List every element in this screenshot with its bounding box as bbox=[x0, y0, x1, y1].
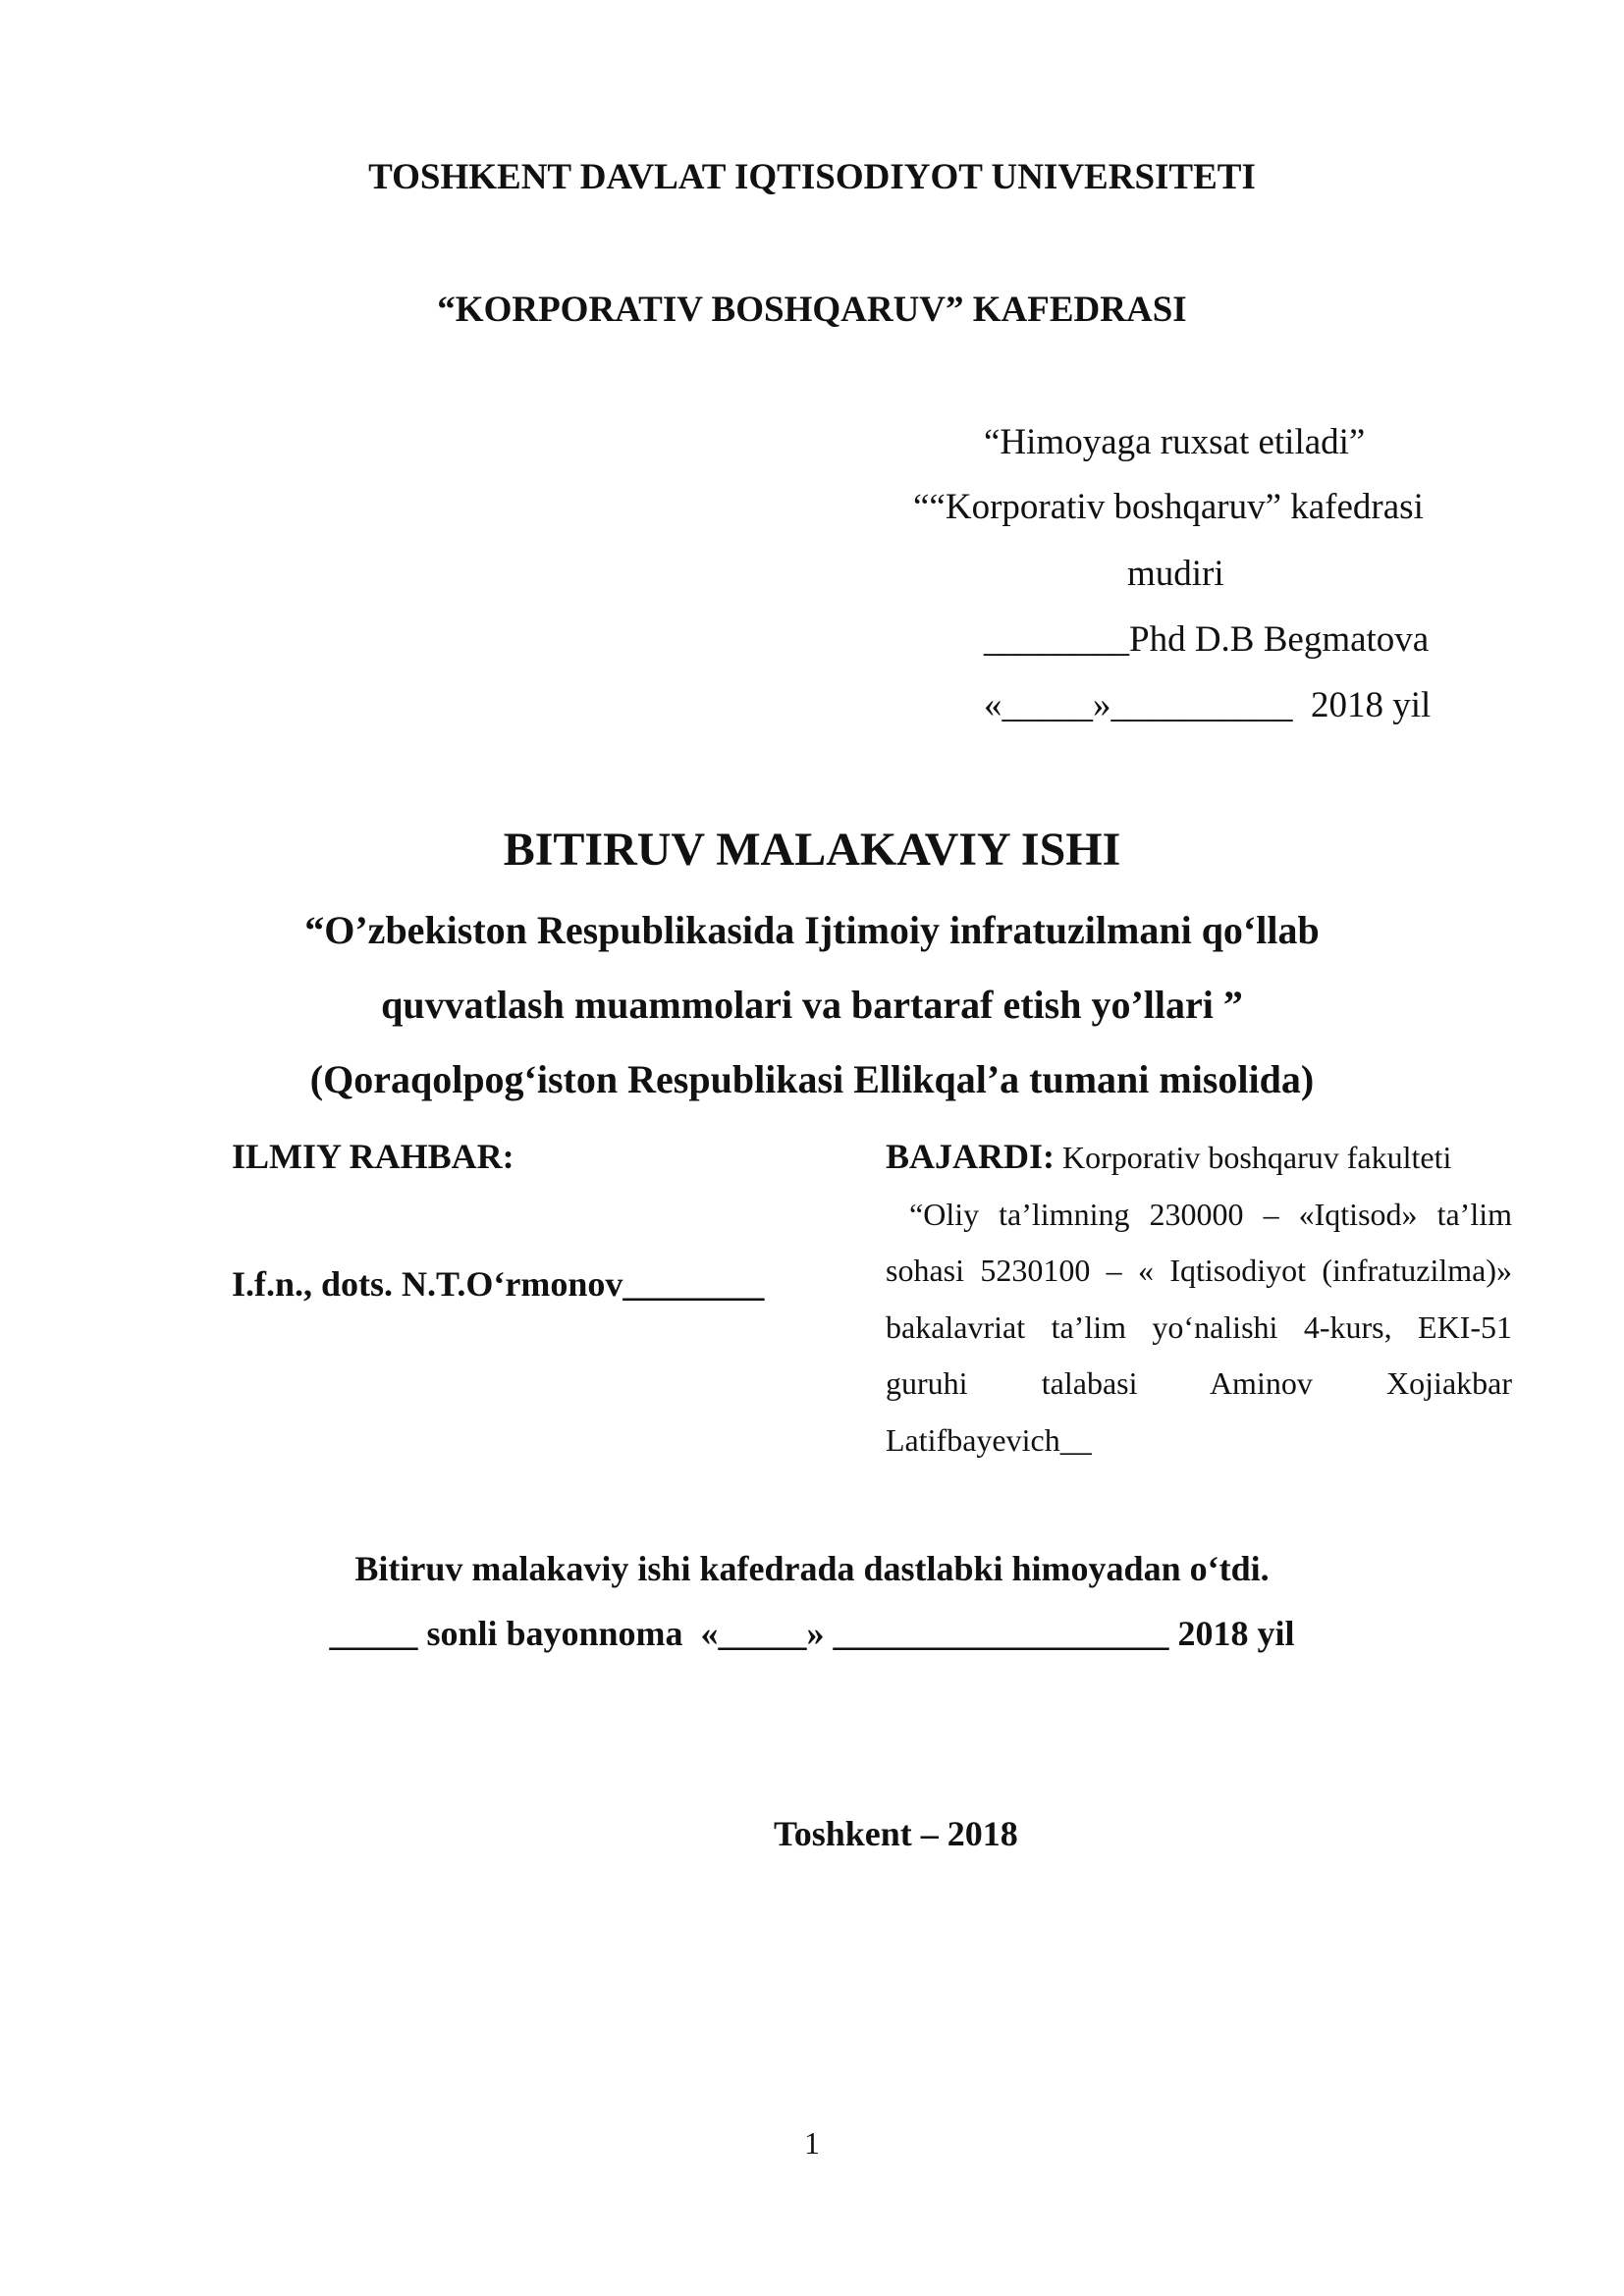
executor-line: sohasi 5230100 – « Iqtisodiyot (infratuzilma)» bbox=[886, 1253, 1512, 1288]
executor-line: guruhi talabasi Aminov Xojiakbar bbox=[886, 1365, 1512, 1401]
approval-heading: “Himoyaga ruxsat etiladi” bbox=[984, 422, 1366, 462]
document-type-title: BITIRUV MALAKAVIY ISHI bbox=[503, 824, 1121, 876]
topic-line: quvvatlash muammolari va bartaraf etish yo’llari ” bbox=[381, 983, 1243, 1027]
approval-department: ““Korporativ boshqaruv” kafedrasi bbox=[913, 487, 1424, 527]
topic-line: (Qoraqolpog‘iston Respublikasi Ellikqal’a tumani misolida) bbox=[309, 1057, 1315, 1101]
department-name: “KORPORATIV BOSHQARUV” KAFEDRASI bbox=[437, 290, 1187, 330]
executor-block bbox=[886, 1129, 1512, 1468]
supervisor-name: I.f.n., dots. N.T.O‘rmonov________ bbox=[232, 1264, 765, 1304]
approval-position: mudiri bbox=[1127, 554, 1224, 594]
executor-line: “Oliy ta’limning 230000 – «Iqtisod» ta’lim bbox=[909, 1196, 1512, 1232]
executor-label: BAJARDI: bbox=[886, 1137, 1056, 1176]
defense-protocol: _____ sonli bayonnoma «_____» ___________________ 2018 yil bbox=[329, 1614, 1295, 1653]
supervisor-label: ILMIY RAHBAR: bbox=[232, 1137, 514, 1176]
executor-line: bakalavriat ta’lim yo‘nalishi 4-kurs, EKI-51 bbox=[886, 1308, 1512, 1345]
topic-line: “O’zbekiston Respublikasida Ijtimoiy infratuzilmani qo‘llab bbox=[304, 908, 1320, 952]
defense-statement: Bitiruv malakaviy ishi kafedrada dastlabki himoyadan o‘tdi. bbox=[354, 1549, 1270, 1588]
page-number: 1 bbox=[804, 2125, 820, 2161]
approval-date: «_____»__________ 2018 yil bbox=[984, 685, 1432, 725]
city-year: Toshkent – 2018 bbox=[774, 1814, 1018, 1853]
university-name: TOSHKENT DAVLAT IQTISODIYOT UNIVERSITETI bbox=[368, 157, 1256, 197]
executor-line: Latifbayevich__ bbox=[886, 1421, 1092, 1458]
executor-heading bbox=[886, 1129, 1512, 1187]
executor-faculty: Korporativ boshqaruv fakulteti bbox=[1062, 1140, 1452, 1175]
approval-signature: ________Phd D.B Begmatova bbox=[984, 619, 1430, 660]
